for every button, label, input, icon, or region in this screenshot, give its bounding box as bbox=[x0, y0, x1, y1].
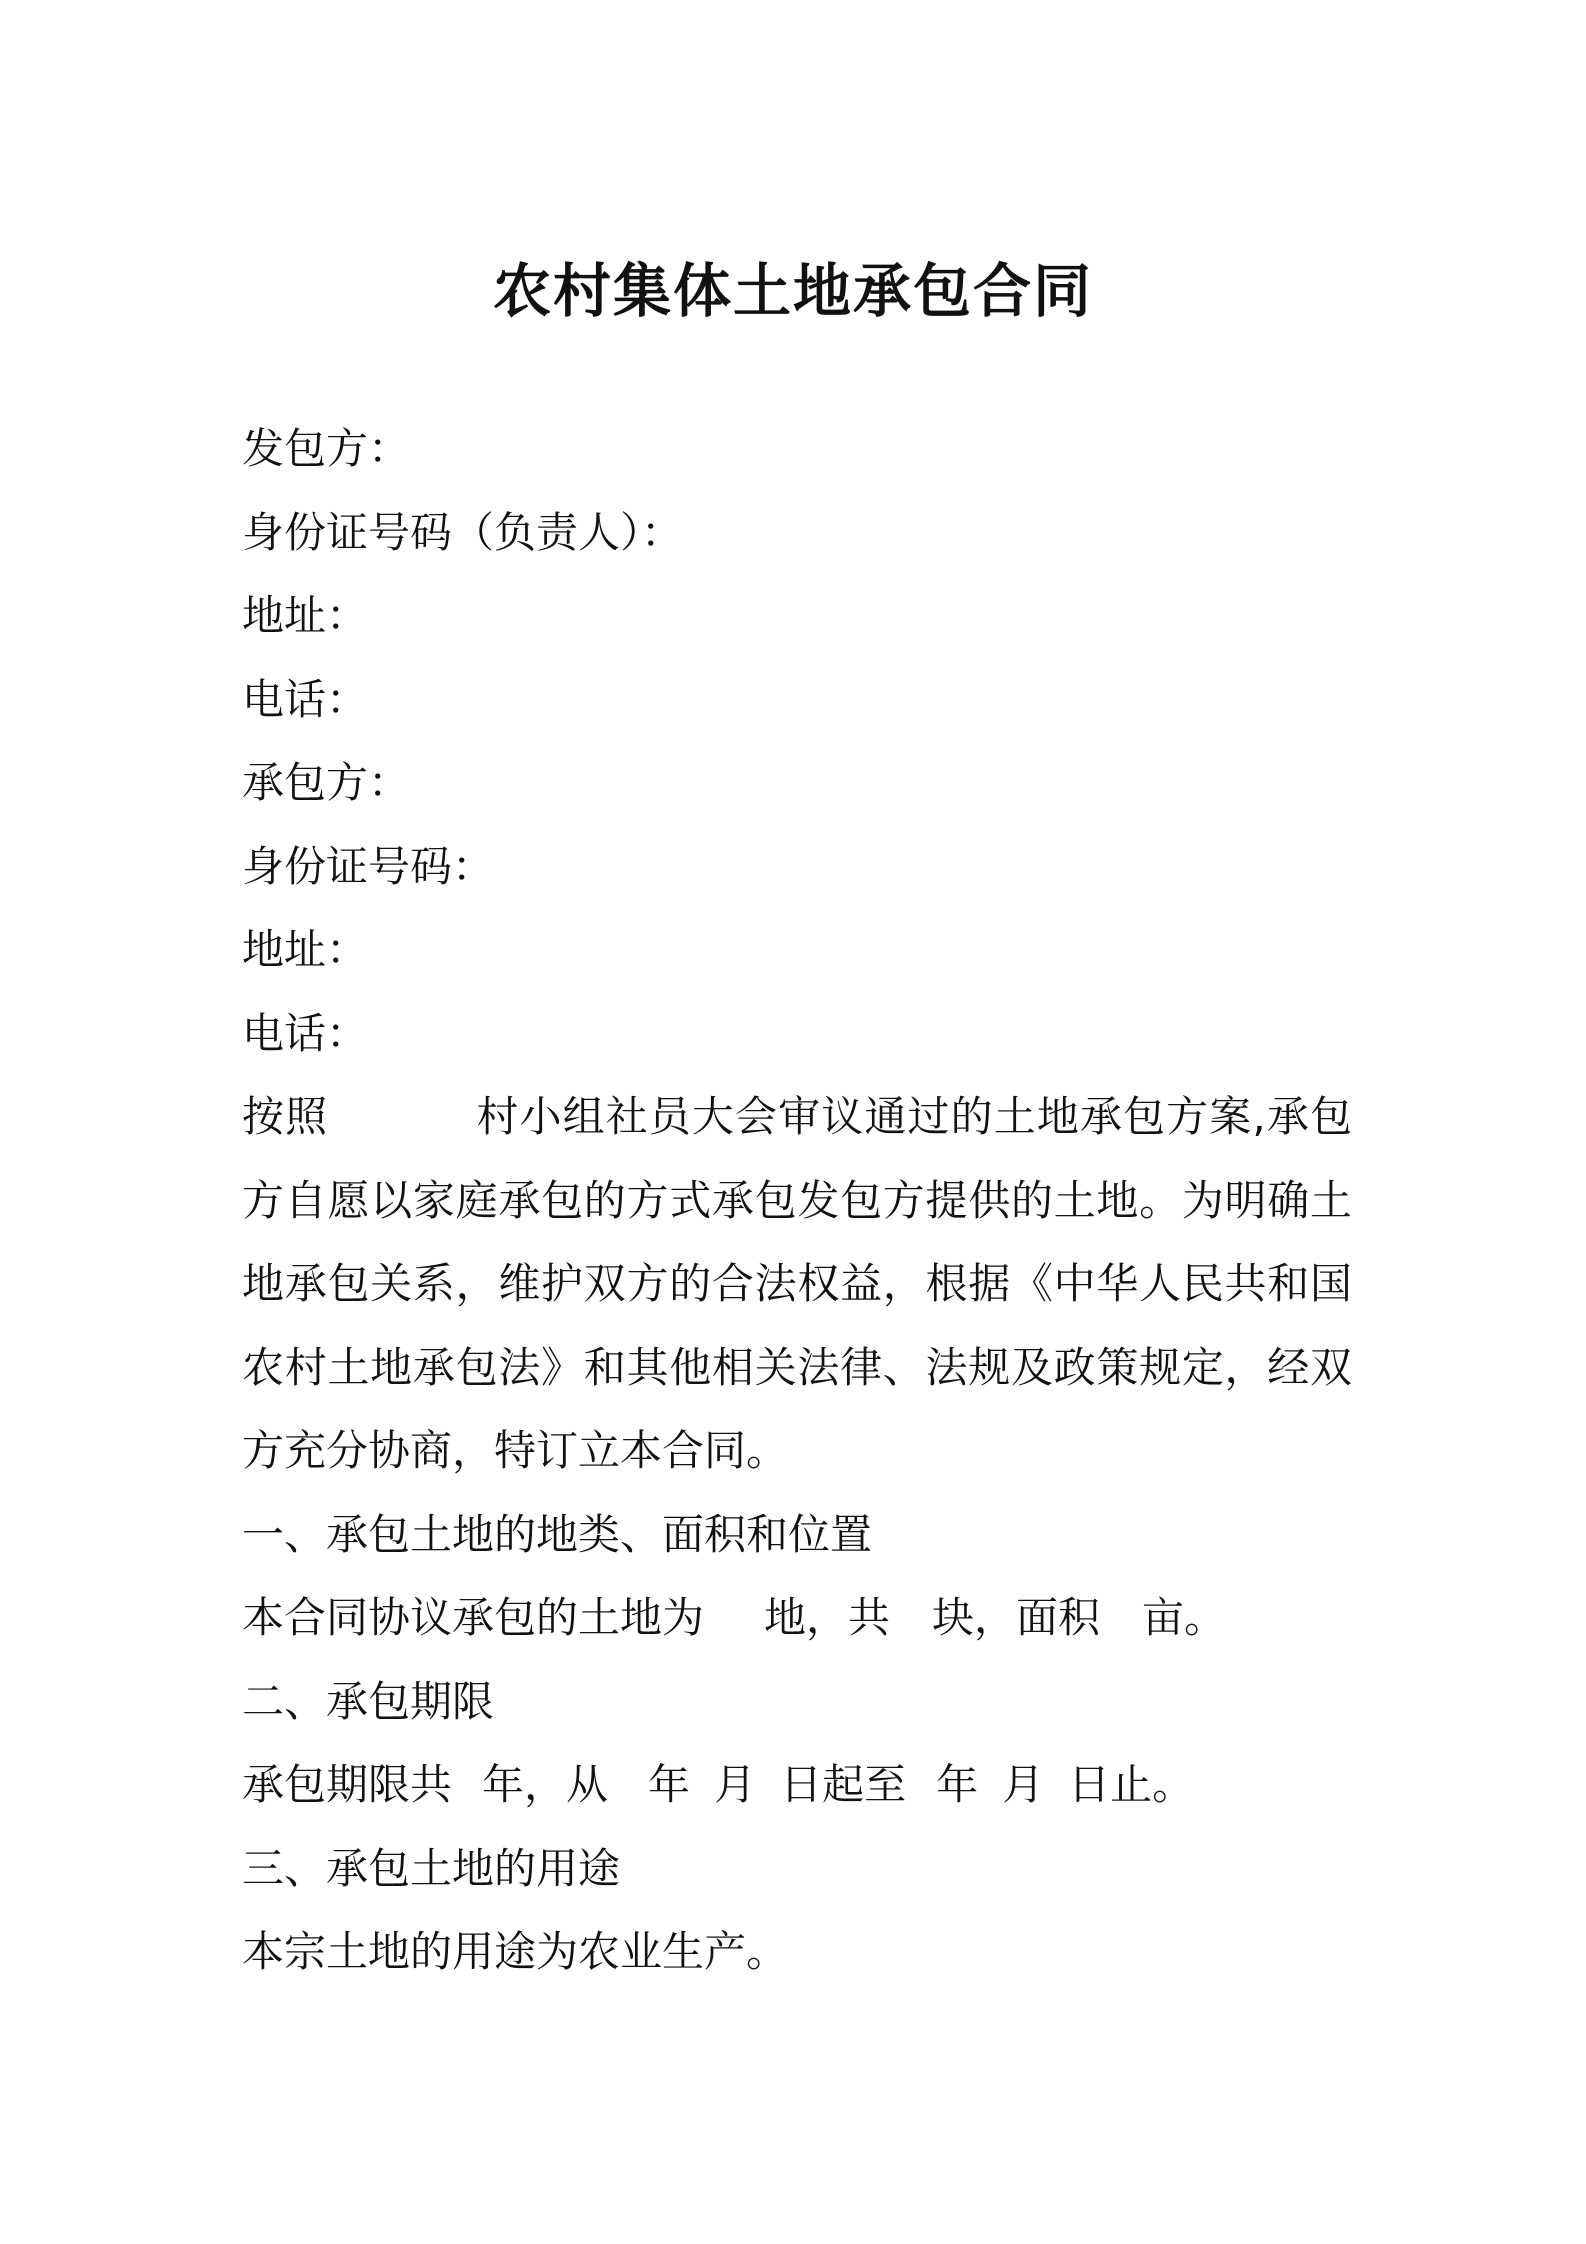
preamble-prefix: 按照 bbox=[242, 1092, 329, 1141]
section-1-text bbox=[242, 1576, 1352, 1660]
contractee-label: 承包方： bbox=[242, 758, 411, 807]
section-1-heading: 一、承包土地的地类、面积和位置 bbox=[242, 1509, 873, 1559]
issuer-address-label: 地址： bbox=[242, 591, 369, 640]
document-body bbox=[242, 407, 1352, 1994]
contractee-address-label: 地址： bbox=[242, 925, 369, 974]
contractee-id-label: 身份证号码： bbox=[242, 841, 495, 891]
s2-text-c: 年 bbox=[648, 1760, 691, 1809]
issuer-phone-label: 电话： bbox=[242, 674, 369, 724]
section-2-text bbox=[242, 1743, 1352, 1827]
s2-text-a: 承包期限共 bbox=[242, 1760, 453, 1809]
s2-text-d: 月 bbox=[714, 1760, 757, 1809]
s2-text-e: 日起至 bbox=[780, 1760, 907, 1809]
issuer-id-label: 身份证号码（负责人）： bbox=[242, 507, 684, 557]
s1-text-b: 地，共 bbox=[764, 1593, 891, 1642]
s2-text-f: 年 bbox=[936, 1760, 979, 1809]
s1-text-a: 本合同协议承包的土地为 bbox=[242, 1593, 705, 1642]
section-3-text: 本宗土地的用途为农业生产。 bbox=[242, 1927, 789, 1976]
section-2-heading: 二、承包期限 bbox=[242, 1676, 495, 1726]
issuer-label: 发包方： bbox=[242, 424, 411, 473]
s2-text-b: 年，从 bbox=[482, 1760, 609, 1809]
s1-text-c: 块，面积 bbox=[932, 1593, 1101, 1642]
preamble-paragraph bbox=[242, 1075, 1352, 1493]
section-3-heading: 三、承包土地的用途 bbox=[242, 1843, 621, 1893]
contractee-phone-label: 电话： bbox=[242, 1008, 369, 1058]
document-title: 农村集体土地承包合同 bbox=[492, 257, 1093, 325]
s2-text-g: 月 bbox=[1002, 1760, 1045, 1809]
s1-text-d: 亩。 bbox=[1142, 1593, 1227, 1642]
preamble-body: 村小组社员大会审议通过的土地承包方案,承包方自愿以家庭承包的方式承包发包方提供的土地。为明确土地承包关系，维护双方的合法权益，根据《中华人民共和国农村土地承包法》和其他相关法律、法规及政策规定，经双方充分协商，特订立本合同。 bbox=[242, 1092, 1352, 1475]
s2-text-h: 日止。 bbox=[1068, 1760, 1195, 1809]
